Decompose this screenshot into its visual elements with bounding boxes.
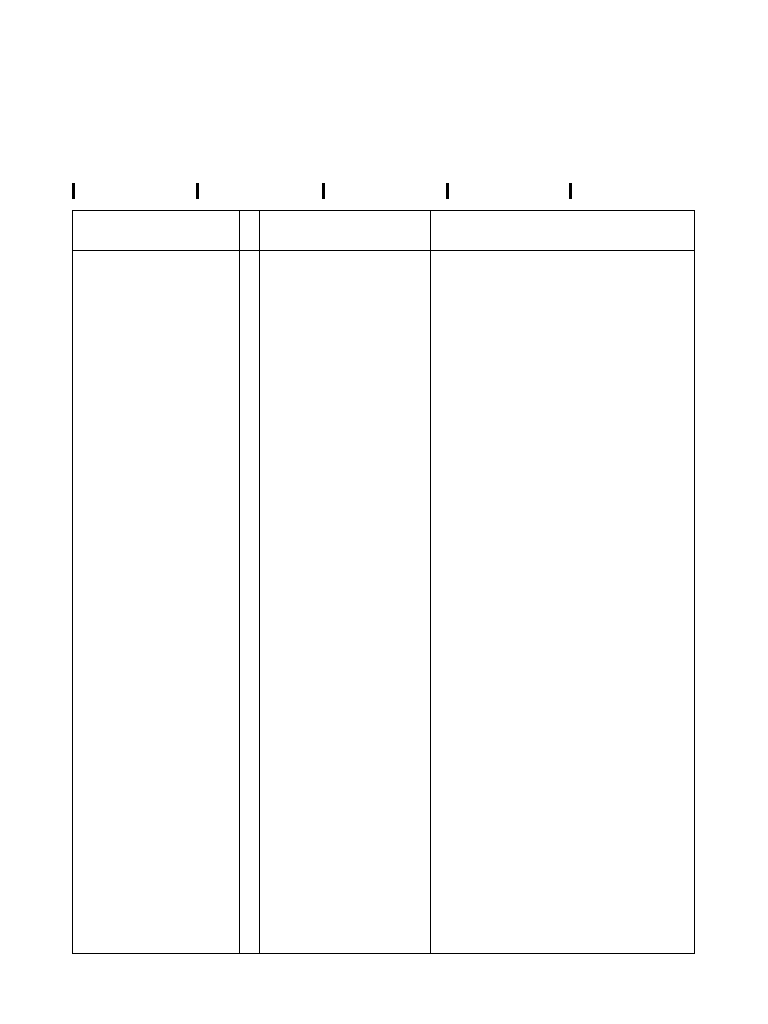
divider — [239, 211, 240, 953]
divider — [430, 211, 431, 953]
legend — [72, 183, 695, 199]
calendar-table — [72, 210, 695, 954]
legend-feriados-recuperables — [196, 183, 322, 199]
table-header — [73, 211, 694, 251]
legend-fechas-especiales — [446, 183, 569, 199]
legend-dias-gestion — [322, 183, 446, 199]
legend-fechas-recuperacion — [569, 183, 695, 199]
legend-feriados-nacionales — [72, 183, 196, 199]
divider — [259, 211, 260, 953]
